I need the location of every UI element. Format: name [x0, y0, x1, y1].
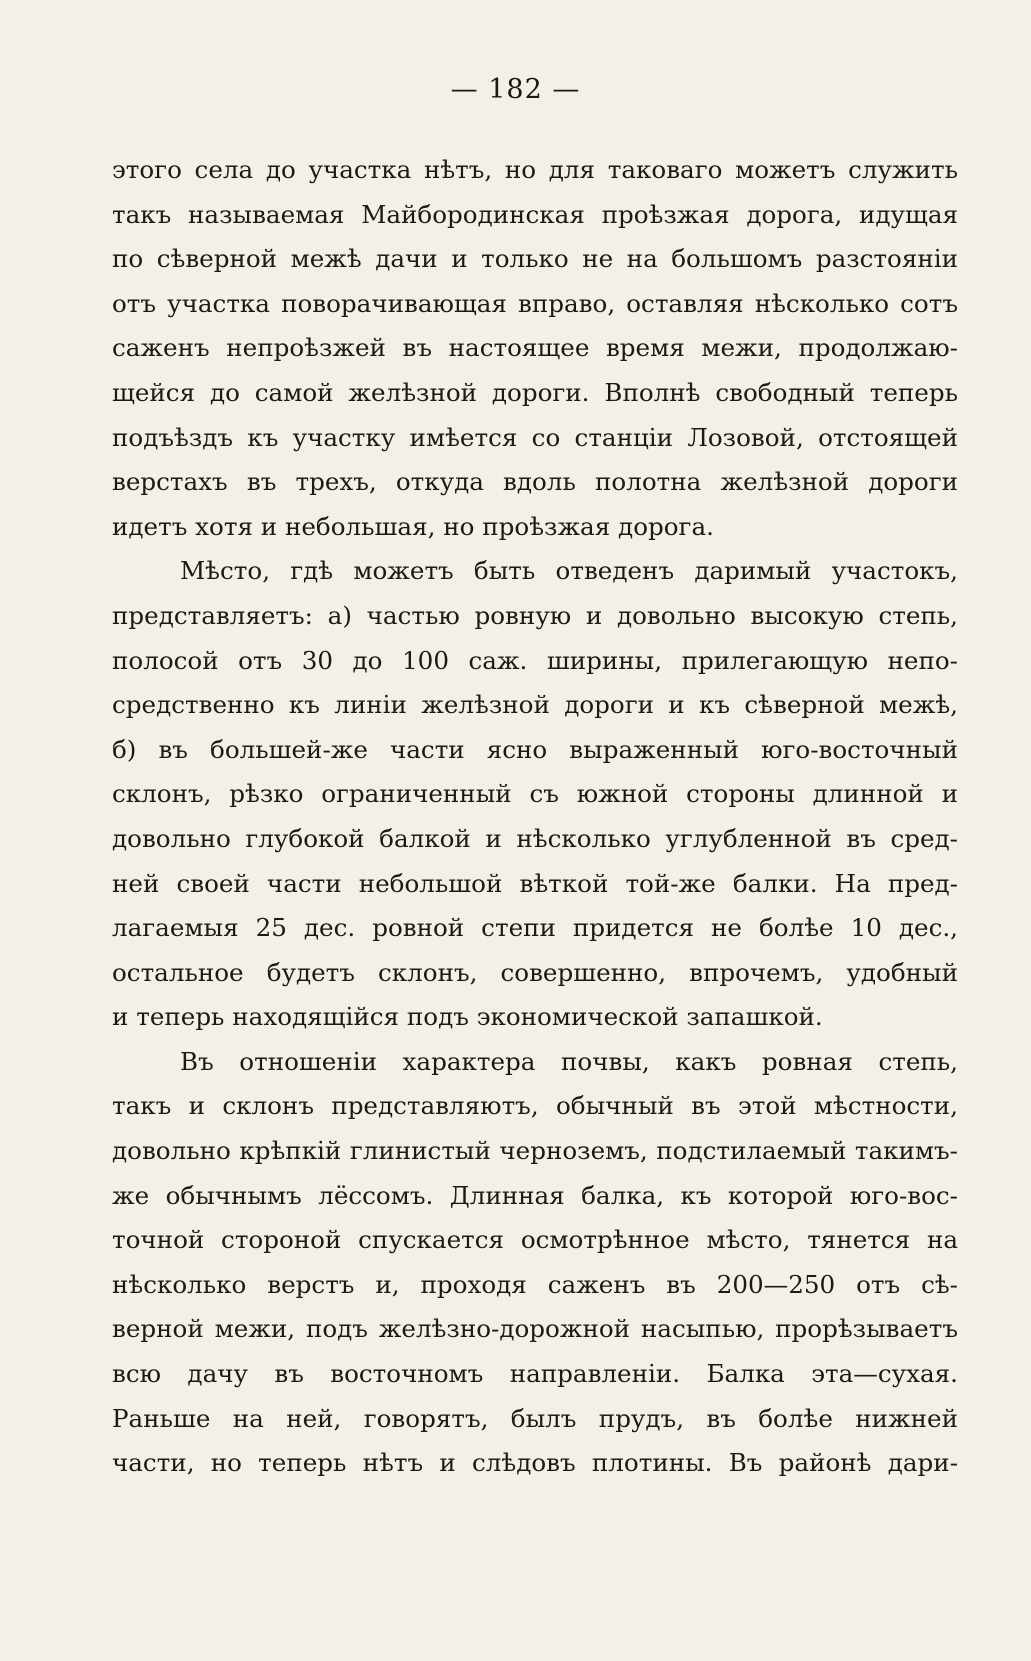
text-line: щейся до самой желѣзной дороги. Вполнѣ свободный теперь: [112, 377, 958, 407]
text-line: подъѣздъ къ участку имѣется со станціи Лозовой, отстоящей: [112, 422, 958, 452]
paragraph-3: [112, 1040, 958, 1486]
text-line: лагаемыя 25 дес. ровной степи придется не болѣе 10 дес.,: [112, 913, 958, 943]
text-line: верной межи, подъ желѣзно-дорожной насыпью, прорѣзываетъ: [112, 1314, 958, 1344]
text-line: остальное будетъ склонъ, совершенно, впрочемъ, удобный: [112, 957, 958, 987]
text-line: б) въ большей-же части ясно выраженный юго-восточный: [112, 734, 958, 764]
text-line: идетъ хотя и небольшая, но проѣзжая дорога.: [112, 511, 714, 541]
page-number: — 182 —: [450, 74, 581, 105]
text-line: склонъ, рѣзко ограниченный съ южной стороны длинной и: [112, 779, 958, 809]
text-line: части, но теперь нѣтъ и слѣдовъ плотины. Въ районѣ дари-: [112, 1448, 958, 1478]
text-line: представляетъ: а) частью ровную и довольно высокую степь,: [112, 600, 958, 630]
text-line: довольно крѣпкій глинистый черноземъ, подстилаемый такимъ-: [112, 1136, 958, 1166]
text-line: точной стороной спускается осмотрѣнное мѣсто, тянется на: [112, 1225, 958, 1255]
body-text: [112, 148, 958, 1486]
text-line: нѣсколько верстъ и, проходя саженъ въ 200—250 отъ сѣ-: [112, 1269, 958, 1299]
text-line: довольно глубокой балкой и нѣсколько углубленной въ сред-: [112, 823, 958, 853]
text-line: верстахъ въ трехъ, откуда вдоль полотна желѣзной дороги: [112, 467, 958, 497]
text-line: такъ называемая Майбородинская проѣзжая дорога, идущая: [112, 199, 958, 229]
paragraph-2: [112, 549, 958, 1040]
text-line: ней своей части небольшой вѣткой той-же балки. На пред-: [112, 868, 958, 898]
text-line: Въ отношеніи характера почвы, какъ ровная степь,: [180, 1046, 958, 1076]
text-line: по сѣверной межѣ дачи и только не на большомъ разстояніи: [112, 244, 958, 274]
text-line: полосой отъ 30 до 100 саж. ширины, прилегающую непо-: [112, 645, 958, 675]
text-line: Раньше на ней, говорятъ, былъ прудъ, въ болѣе нижней: [112, 1403, 958, 1433]
text-line: саженъ непроѣзжей въ настоящее время межи, продолжаю-: [112, 333, 958, 363]
text-line: Мѣсто, гдѣ можетъ быть отведенъ даримый участокъ,: [180, 556, 958, 586]
text-line: средственно къ линіи желѣзной дороги и къ сѣверной межѣ,: [112, 690, 958, 720]
text-line: и теперь находящійся подъ экономической запашкой.: [112, 1002, 823, 1032]
text-line: же обычнымъ лёссомъ. Длинная балка, къ которой юго-вос-: [112, 1180, 958, 1210]
paragraph-1: [112, 148, 958, 549]
text-line: такъ и склонъ представляютъ, обычный въ этой мѣстности,: [112, 1091, 958, 1121]
text-line: отъ участка поворачивающая вправо, оставляя нѣсколько сотъ: [112, 288, 958, 318]
text-line: этого села до участка нѣтъ, но для таковаго можетъ служить: [112, 155, 958, 184]
text-line: всю дачу въ восточномъ направленіи. Балка эта—сухая.: [112, 1359, 958, 1389]
